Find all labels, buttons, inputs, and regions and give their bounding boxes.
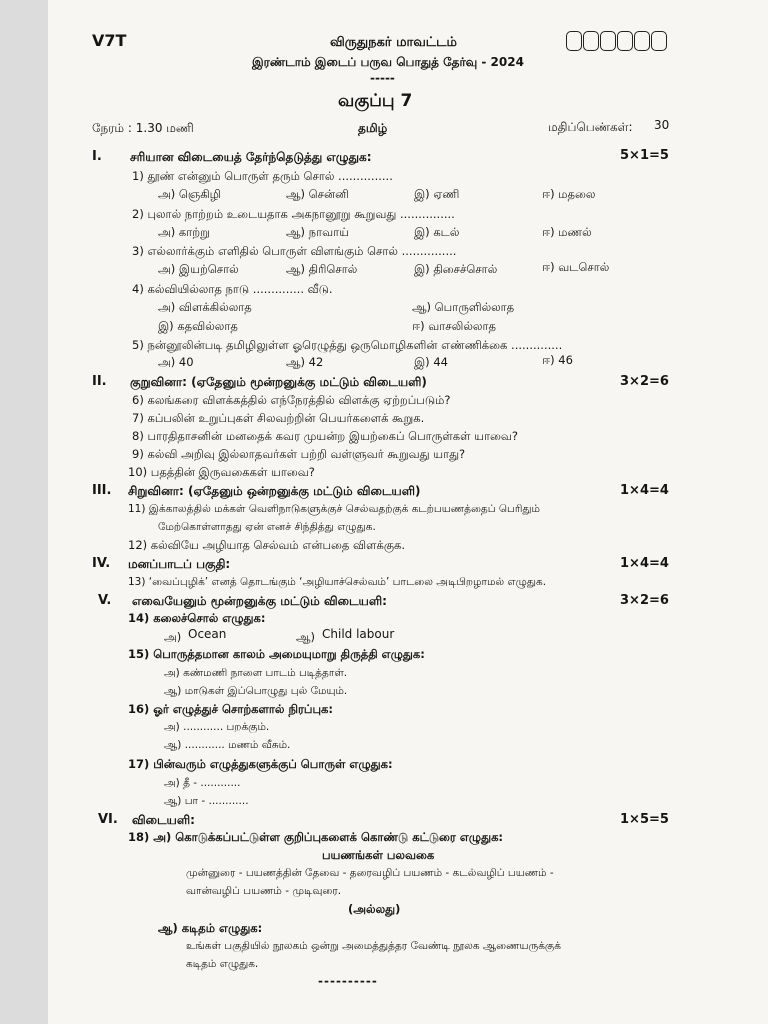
q14-b-word: Child labour — [322, 627, 395, 641]
question-16: 16) ஓர் எழுத்துச் சொற்களால் நிரப்புக: — [128, 702, 333, 716]
question-5: 5) நன்னூலின்படி தமிழிலுள்ள ஓரெழுத்து ஒருமொழிகளின் எண்ணிக்கை .............. — [132, 338, 563, 352]
q14-b-prefix: ஆ) — [296, 630, 316, 644]
marks-label: மதிப்பெண்கள்: — [548, 120, 633, 134]
q5-option-d: ஈ) 46 — [542, 353, 573, 367]
q1-option-b: ஆ) சென்னி — [286, 187, 349, 201]
section-6-number: VI. — [98, 812, 118, 827]
section-6-marks: 1×5=5 — [620, 812, 669, 827]
section-3-marks: 1×4=4 — [620, 483, 669, 498]
district-name: விருதுநகர் மாவட்டம் — [330, 35, 457, 50]
class-label: வகுப்பு 7 — [338, 91, 413, 111]
register-box-5 — [634, 31, 650, 51]
q4-option-c: இ) கதவில்லாத — [158, 319, 238, 333]
q15-b: ஆ) மாடுகள் இப்பொழுது புல் மேயும். — [164, 685, 348, 697]
paper-code: V7T — [92, 31, 127, 50]
section-2-title: குறுவினா: (ஏதேனும் மூன்றனுக்கு மட்டும் விடையளி) — [130, 375, 427, 389]
question-14: 14) கலைச்சொல் எழுதுக: — [128, 611, 266, 625]
title-separator: ----- — [370, 71, 395, 85]
letter-text-line-1: உங்கள் பகுதியில் நூலகம் ஒன்று அமைத்துத்தர வேண்டி நூலக ஆணையருக்குக் — [186, 940, 561, 952]
section-5-number: V. — [98, 593, 112, 608]
section-4-number: IV. — [92, 556, 111, 571]
q3-option-d: ஈ) வடசொல் — [542, 260, 610, 274]
question-2: 2) புலால் நாற்றம் உடையதாக அகநானூறு கூறுவது ............... — [132, 207, 455, 221]
q16-b: ஆ) ............ மணம் வீசும். — [164, 739, 291, 751]
essay-topic: பயணங்கள் பலவகை — [322, 848, 435, 862]
section-4-title: மனப்பாடப் பகுதி: — [128, 557, 231, 571]
question-8: 8) பாரதிதாசனின் மனதைக் கவர முயன்ற இயற்கைப் பொருள்கள் யாவை? — [132, 429, 518, 443]
section-2-number: II. — [92, 374, 107, 389]
q14-a-word: Ocean — [188, 627, 227, 641]
q2-option-d: ஈ) மணல் — [542, 225, 592, 239]
section-5-title: எவையேனும் மூன்றனுக்கு மட்டும் விடையளி: — [132, 594, 387, 608]
register-box-3 — [600, 31, 616, 51]
question-7: 7) கப்பலின் உறுப்புகள் சிலவற்றின் பெயர்களைக் கூறுக. — [132, 411, 425, 425]
section-1-number: I. — [92, 149, 102, 164]
subject-label: தமிழ் — [358, 121, 388, 135]
question-9: 9) கல்வி அறிவு இல்லாதவர்கள் பற்றி வள்ளுவர் கூறுவது யாது? — [132, 447, 466, 461]
q1-option-a: அ) ஞெகிழி — [158, 187, 221, 201]
q15-a: அ) கண்மணி நாளை பாடம் படித்தாள். — [164, 667, 348, 679]
register-box-4 — [617, 31, 633, 51]
q4-option-b: ஆ) பொருளில்லாத — [412, 300, 515, 314]
question-17: 17) பின்வரும் எழுத்துகளுக்குப் பொருள் எழுதுக: — [128, 757, 393, 771]
q4-option-d: ஈ) வாசலில்லாத — [412, 319, 496, 333]
q5-option-a: அ) 40 — [158, 355, 194, 369]
q16-a: அ) ............ பறக்கும். — [164, 721, 270, 733]
letter-text-line-2: கடிதம் எழுதுக. — [186, 958, 259, 970]
question-12: 12) கல்வியே அழியாத செல்வம் என்பதை விளக்குக. — [128, 538, 406, 552]
question-1: 1) தூண் என்னும் பொருள் தரும் சொல் ............... — [132, 169, 393, 183]
q1-option-c: இ) ஏணி — [414, 187, 460, 201]
essay-notes-line-1: முன்னுரை - பயணத்தின் தேவை - தரைவழிப் பயணம் - கடல்வழிப் பயணம் - — [186, 867, 554, 879]
q17-a: அ) தீ - ............ — [164, 777, 241, 789]
marks-value: 30 — [654, 118, 670, 132]
section-5-marks: 3×2=6 — [620, 593, 669, 608]
section-4-marks: 1×4=4 — [620, 556, 669, 571]
section-1-title: சரியான விடையைத் தேர்ந்தெடுத்து எழுதுக: — [130, 150, 372, 164]
question-6: 6) கலங்கரை விளக்கத்தில் எந்நேரத்தில் விளக்கு ஏற்றப்படும்? — [132, 393, 451, 407]
essay-notes-line-2: வான்வழிப் பயணம் - முடிவுரை. — [186, 885, 342, 897]
q5-option-b: ஆ) 42 — [286, 355, 324, 369]
register-box-2 — [583, 31, 599, 51]
question-11-line-1: 11) இக்காலத்தில் மக்கள் வெளிநாடுகளுக்குச் செல்வதற்குக் கடற்பயணத்தைப் பெரிதும் — [128, 503, 540, 515]
section-2-marks: 3×2=6 — [620, 374, 669, 389]
question-4: 4) கல்வியில்லாத நாடு .............. வீடு. — [132, 282, 333, 296]
q2-option-a: அ) காற்று — [158, 225, 210, 239]
section-1-marks: 5×1=5 — [620, 148, 669, 163]
exam-title: இரண்டாம் இடைப் பருவ பொதுத் தேர்வு - 2024 — [252, 55, 524, 69]
q5-option-c: இ) 44 — [414, 355, 448, 369]
register-box-6 — [651, 31, 667, 51]
question-13: 13) ‘வைப்புழிக்’ எனத் தொடங்கும் ‘அழியாச்செல்வம்’ பாடலை அடிபிறழாமல் எழுதுக. — [128, 576, 547, 588]
section-3-title: சிறுவினா: (ஏதேனும் ஒன்றனுக்கு மட்டும் விடையளி) — [128, 484, 421, 498]
q3-option-c: இ) திசைச்சொல் — [414, 262, 498, 276]
time-label: நேரம் : 1.30 மணி — [92, 121, 194, 135]
question-3: 3) எல்லார்க்கும் எளிதில் பொருள் விளங்கும் சொல் ............... — [132, 244, 457, 258]
q17-b: ஆ) பா - ............ — [164, 795, 249, 807]
question-18: 18) அ) கொடுக்கப்பட்டுள்ள குறிப்புகளைக் கொண்டு கட்டுரை எழுதுக: — [128, 830, 504, 844]
register-box-1 — [566, 31, 582, 51]
section-3-number: III. — [92, 483, 112, 498]
letter-question: ஆ) கடிதம் எழுதுக: — [158, 921, 263, 935]
q2-option-c: இ) கடல் — [414, 225, 460, 239]
q3-option-a: அ) இயற்சொல் — [158, 262, 239, 276]
section-6-title: விடையளி: — [132, 813, 195, 827]
q14-a-prefix: அ) — [164, 630, 182, 644]
or-separator: (அல்லது) — [348, 902, 401, 916]
q1-option-d: ஈ) மதலை — [542, 187, 596, 201]
q2-option-b: ஆ) நாவாய் — [286, 225, 349, 239]
q3-option-b: ஆ) திரிசொல் — [286, 262, 358, 276]
question-15: 15) பொருத்தமான காலம் அமையுமாறு திருத்தி எழுதுக: — [128, 647, 425, 661]
end-marker: ---------- — [318, 974, 378, 988]
question-10: 10) பதத்தின் இருவகைகள் யாவை? — [128, 465, 315, 479]
question-11-line-2: மேற்கொள்ளாதது ஏன் எனச் சிந்தித்து எழுதுக. — [158, 521, 376, 533]
q4-option-a: அ) விளக்கில்லாத — [158, 300, 252, 314]
